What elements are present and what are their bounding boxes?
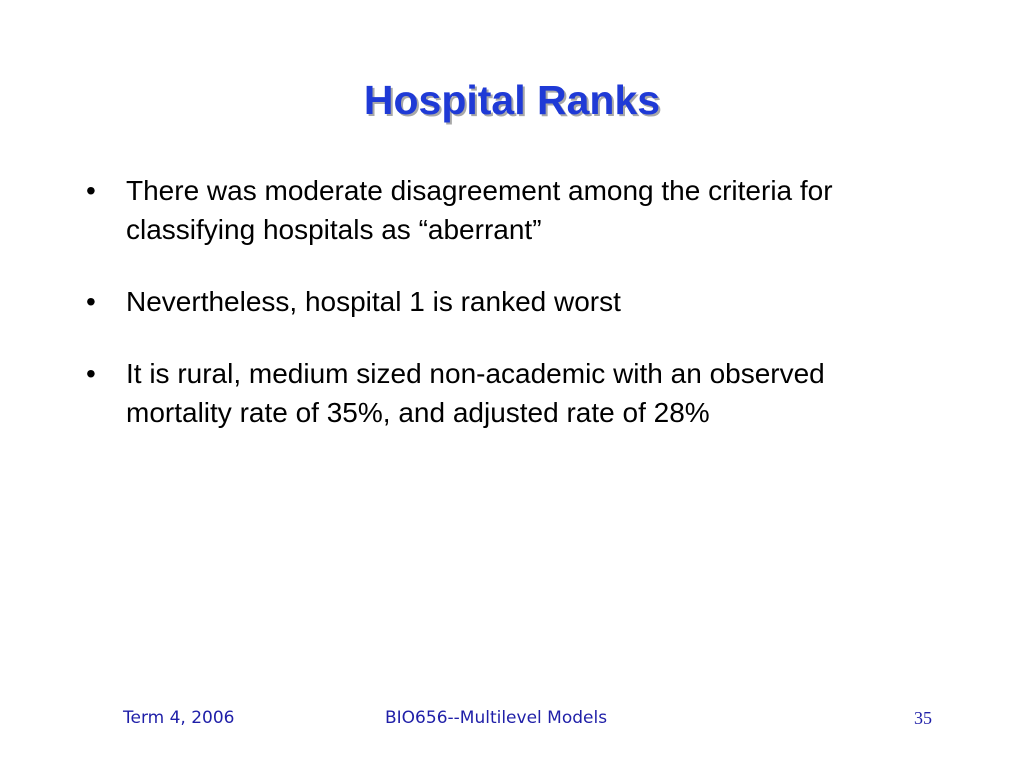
list-item	[86, 354, 936, 432]
list-item	[86, 171, 936, 249]
bullet-list	[86, 171, 936, 432]
bullet-marker: •	[86, 175, 96, 206]
slide-title: Hospital Ranks	[363, 77, 661, 123]
footer-date: Term 4, 2006	[123, 708, 235, 728]
bullet-text: There was moderate disagreement among the criteria for classifying hospitals as “aberrant”	[126, 175, 833, 245]
footer-course-title: BIO656--Multilevel Models	[385, 708, 608, 728]
page-number: 35	[914, 708, 932, 728]
bullet-marker: •	[86, 358, 96, 389]
slide-footer	[0, 703, 1024, 733]
bullet-text: It is rural, medium sized non-academic with an observed mortality rate of 35%, and adjusted rate of 28%	[126, 358, 825, 428]
list-item	[86, 282, 936, 321]
bullet-marker: •	[86, 286, 96, 317]
bullet-text: Nevertheless, hospital 1 is ranked worst	[126, 286, 621, 317]
